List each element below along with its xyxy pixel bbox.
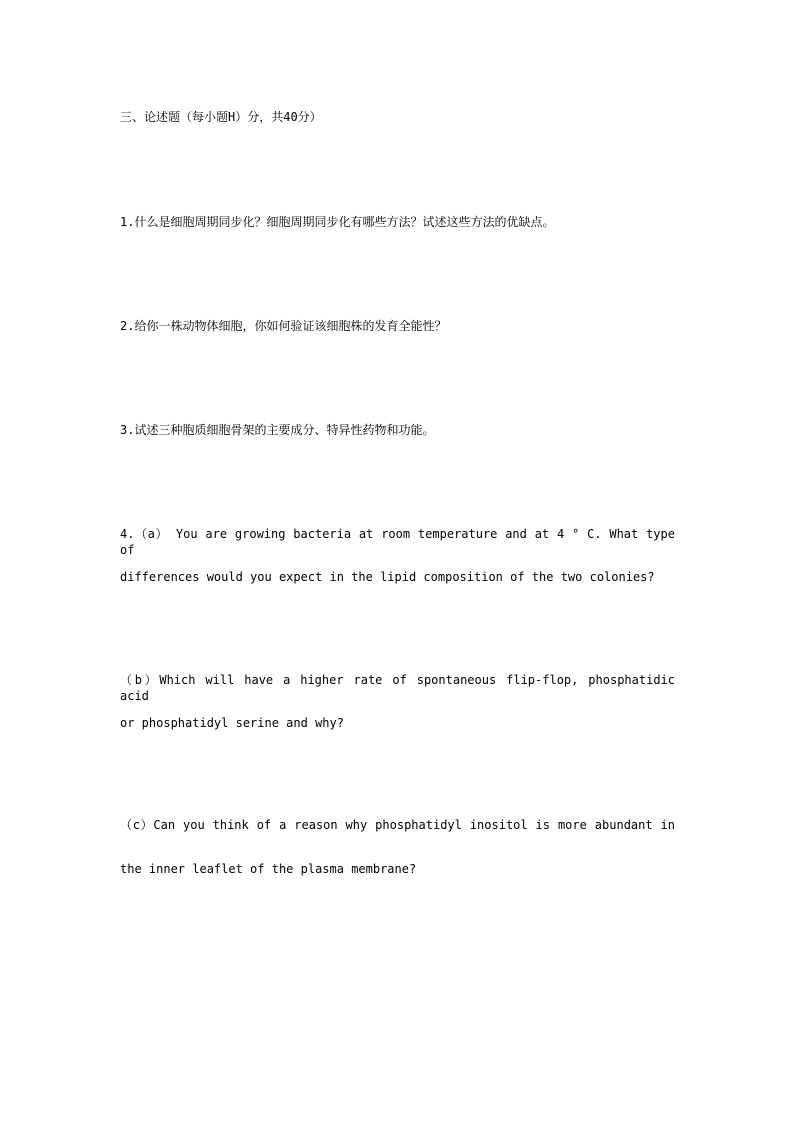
question-1: 1.什么是细胞周期同步化？细胞周期同步化有哪些方法？试述这些方法的优缺点。 (120, 215, 555, 229)
question-4c-text-1: Can you think of a reason why phosphatidyl inositol is more abundant in (153, 818, 675, 832)
question-2: 2.给你一株动物体细胞，你如何验证该细胞株的发育全能性？ (120, 319, 447, 333)
question-4b-line-2: or phosphatidyl serine and why? (120, 716, 344, 730)
question-4-number: 4. (120, 527, 135, 541)
question-4c-line-1 (120, 817, 675, 833)
question-4a-line-2: differences would you expect in the lipid composition of the two colonies? (120, 570, 655, 584)
question-4b-text-1: Which will have a higher rate of spontaneous flip-flop, phosphatidic acid (120, 673, 675, 703)
question-4a-label: （a） (134, 527, 169, 541)
question-3: 3.试述三种胞质细胞骨架的主要成分、特异性药物和功能。 (120, 423, 435, 437)
question-4b-label: （b） (120, 673, 160, 687)
question-4a-text-1: You are growing bacteria at room temperature and at 4 ° C. What type of (120, 527, 675, 557)
question-4b-line-1 (120, 672, 675, 704)
section-heading: 三、论述题（每小题H）分，共40分） (120, 110, 322, 124)
question-4c-label: （c） (120, 818, 154, 832)
question-4c-line-2: the inner leaflet of the plasma membrane? (120, 862, 417, 876)
question-4a-line-1 (120, 526, 675, 558)
